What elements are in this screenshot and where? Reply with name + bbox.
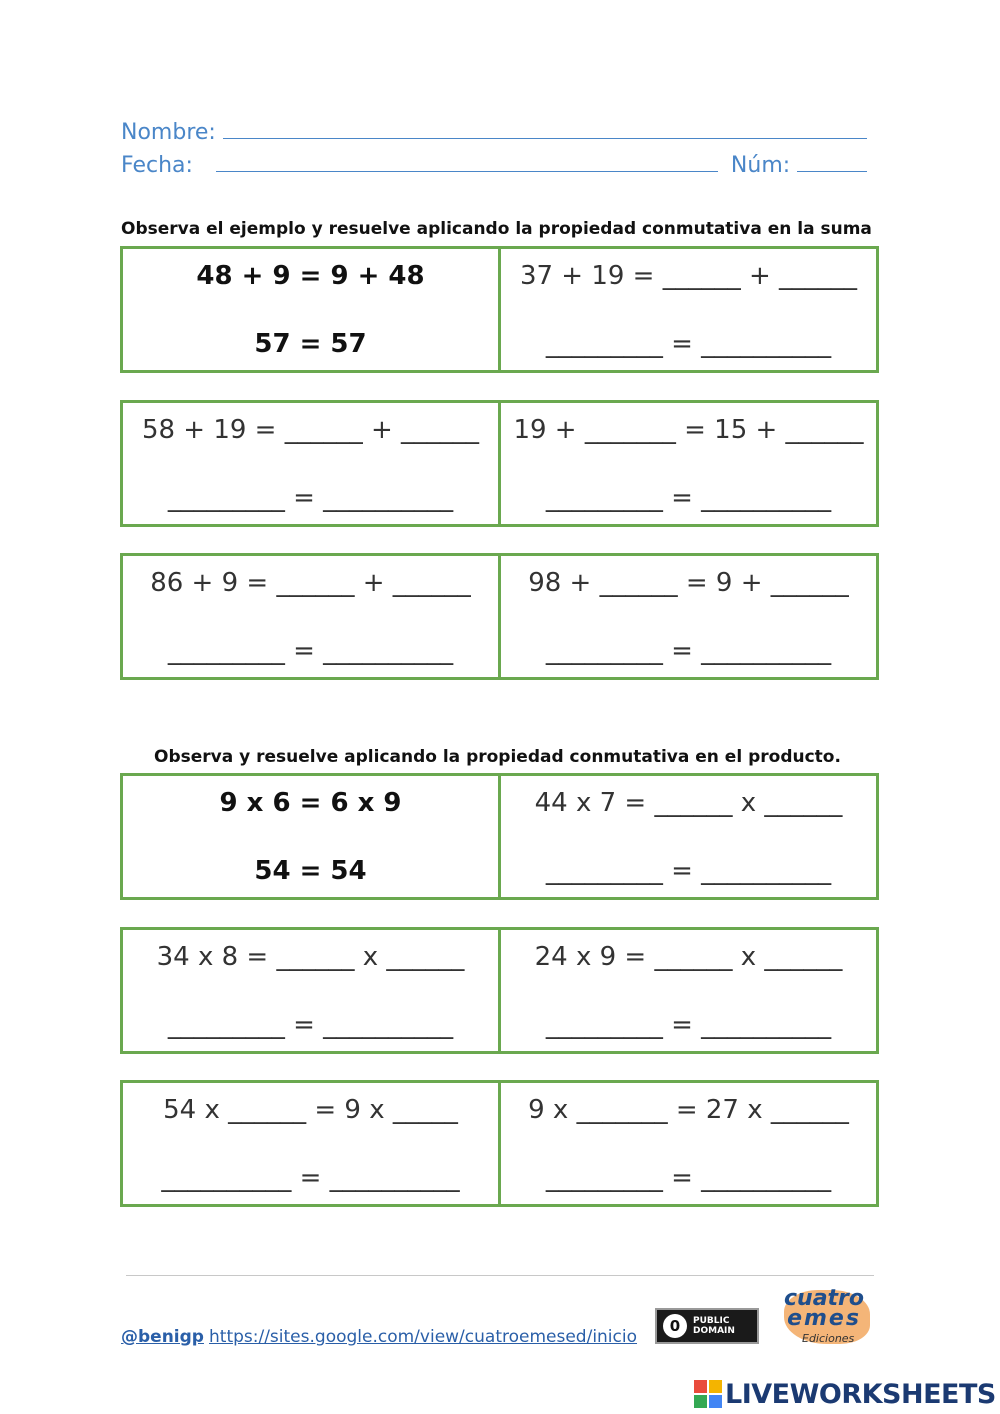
author-handle-link[interactable]: @benigp (121, 1327, 204, 1347)
exercise-cell[interactable] (498, 1083, 876, 1204)
cell-line1: 9 x _______ = 27 x ______ (528, 1095, 849, 1125)
cell-line2: _________ = __________ (545, 329, 832, 359)
cuatroemes-logo (772, 1286, 876, 1348)
logo-line2: emes (787, 1306, 861, 1331)
cell-line1: 86 + 9 = ______ + ______ (150, 568, 471, 598)
cell-line1: 19 + _______ = 15 + ______ (513, 415, 864, 445)
nombre-field[interactable] (223, 138, 867, 139)
liveworksheets-icon (694, 1380, 722, 1408)
exercise-cell[interactable] (123, 1083, 498, 1204)
exercise-cell[interactable] (123, 403, 498, 524)
fecha-field[interactable] (216, 171, 718, 172)
cell-line1: 54 x ______ = 9 x _____ (163, 1095, 458, 1125)
cell-line2: __________ = __________ (161, 1163, 460, 1193)
cell-line2: _________ = __________ (545, 1010, 832, 1040)
cell-line2: 57 = 57 (254, 329, 367, 359)
exercise-cell[interactable] (498, 776, 876, 897)
producto-row-2 (120, 927, 879, 1054)
producto-row-3 (120, 1080, 879, 1207)
exercise-cell[interactable] (498, 403, 876, 524)
cell-line1: 44 x 7 = ______ x ______ (534, 788, 843, 818)
website-link[interactable]: https://sites.google.com/view/cuatroemesed/inicio (209, 1327, 638, 1347)
cell-line2: _________ = __________ (545, 483, 832, 513)
exercise-cell[interactable] (123, 556, 498, 677)
num-label: Núm: (730, 153, 791, 178)
nombre-label: Nombre: (121, 120, 216, 145)
num-field[interactable] (797, 171, 867, 172)
cell-line1: 37 + 19 = ______ + ______ (519, 261, 858, 291)
logo-line1: cuatro (783, 1286, 865, 1311)
watermark-text: LIVEWORKSHEETS (725, 1378, 996, 1410)
instruction-suma: Observa el ejemplo y resuelve aplicando la propiedad conmutativa en la suma (121, 219, 872, 239)
producto-row-1 (120, 773, 879, 900)
exercise-cell[interactable] (498, 249, 876, 370)
logo-line3: Ediciones (802, 1332, 855, 1345)
cell-line2: _________ = __________ (545, 1163, 832, 1193)
fecha-row (121, 153, 867, 178)
license-line1: PUBLIC (693, 1316, 730, 1326)
cell-line2: _________ = __________ (167, 483, 454, 513)
exercise-cell[interactable] (123, 930, 498, 1051)
cell-line1: 98 + ______ = 9 + ______ (528, 568, 849, 598)
example-cell (123, 249, 498, 370)
suma-row-3 (120, 553, 879, 680)
cell-line2: _________ = __________ (167, 1010, 454, 1040)
cell-line2: _________ = __________ (545, 636, 832, 666)
fecha-label: Fecha: (121, 153, 193, 178)
suma-row-1 (120, 246, 879, 373)
exercise-cell[interactable] (498, 556, 876, 677)
cell-line1: 34 x 8 = ______ x ______ (156, 942, 465, 972)
cell-line2: _________ = __________ (167, 636, 454, 666)
cell-line2: _________ = __________ (545, 856, 832, 886)
cell-line1: 24 x 9 = ______ x ______ (534, 942, 843, 972)
exercise-cell[interactable] (498, 930, 876, 1051)
license-text (693, 1316, 735, 1336)
example-cell (123, 776, 498, 897)
footer-divider (126, 1275, 874, 1276)
cell-line2: 54 = 54 (254, 856, 367, 886)
suma-row-2 (120, 400, 879, 527)
cell-line1: 48 + 9 = 9 + 48 (196, 261, 425, 291)
nombre-row (121, 120, 867, 145)
cell-line1: 9 x 6 = 6 x 9 (219, 788, 402, 818)
cell-line1: 58 + 19 = ______ + ______ (141, 415, 480, 445)
public-domain-badge (655, 1308, 759, 1344)
public-domain-icon: 0 (663, 1314, 687, 1338)
liveworksheets-watermark (694, 1377, 996, 1411)
license-line2: DOMAIN (693, 1326, 735, 1336)
instruction-producto: Observa y resuelve aplicando la propiedad conmutativa en el producto. (154, 747, 841, 767)
